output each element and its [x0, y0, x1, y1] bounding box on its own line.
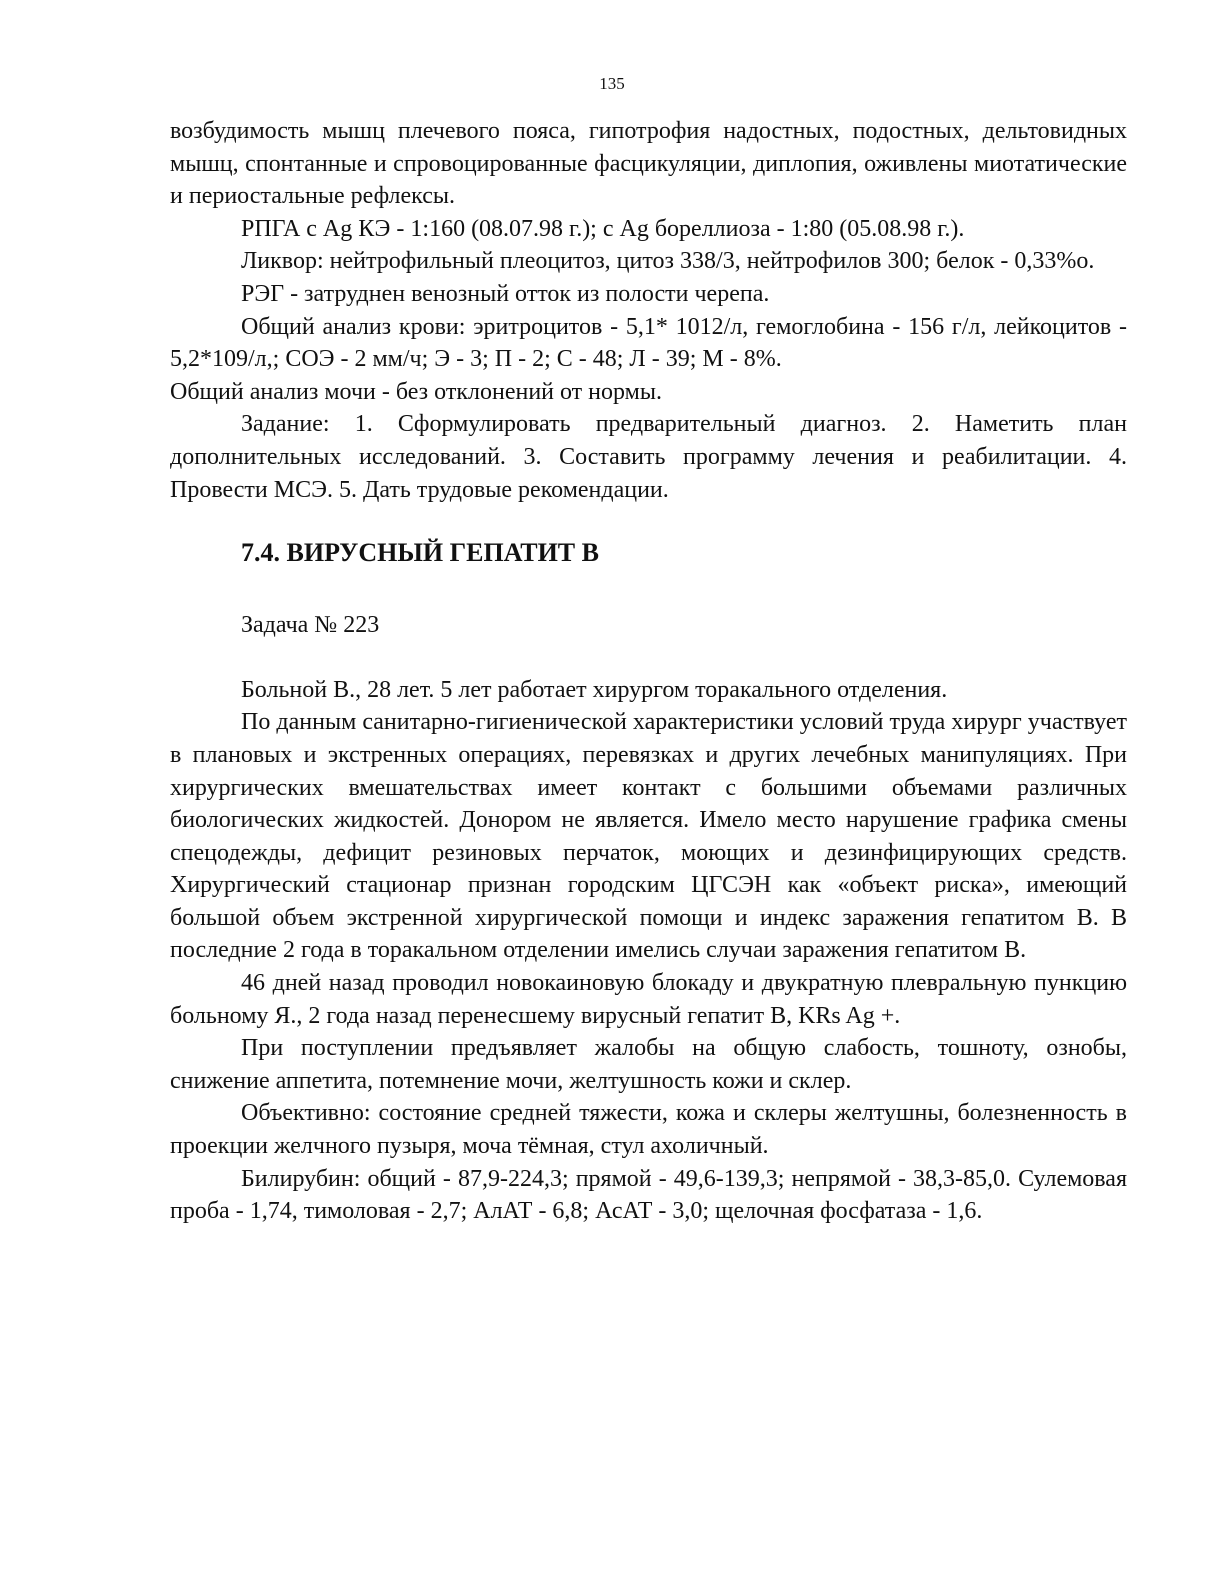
paragraph: Ликвор: нейтрофильный плеоцитоз, цитоз 338/3, нейтрофилов 300; белок - 0,33%о. — [241, 248, 1095, 275]
paragraph: Билирубин: общий - 87,9-224,3; прямой - 49,6-139,3; непрямой - 38,3-85,0. Сулемовая проба - 1,74, тимоловая - 2,7; АлАТ - 6,8; АсАТ - 3,0; щелочная фосфатаза - 1,6. — [170, 1165, 1127, 1225]
paragraph: Общий анализ мочи - без отклонений от нормы. — [170, 378, 662, 405]
paragraph: возбудимость мышц плечевого пояса, гипотрофия надостных, подостных, дельтовидных мышц, спонтанные и спровоцированные фасцикуляции, диплопия, оживлены миотатические и периостальные рефлексы. — [170, 118, 1127, 210]
paragraph: При поступлении предъявляет жалобы на общую слабость, тошноту, ознобы, снижение аппетита, потемнение мочи, желтушность кожи и склер. — [170, 1035, 1127, 1094]
paragraph: РЭГ - затруднен венозный отток из полости черепа. — [241, 280, 770, 307]
paragraph: 46 дней назад проводил новокаиновую блокаду и двукратную плевральную пункцию больному Я., 2 года назад перенесшему вирусный гепатит В, KRs Ag +. — [170, 970, 1127, 1029]
paragraph: Задание: 1. Сформулировать предварительный диагноз. 2. Наметить план дополнительных исследований. 3. Составить программу лечения и реабилитации. 4. Провести МСЭ. 5. Дать трудовые рекомендации. — [170, 411, 1127, 503]
paragraph: Общий анализ крови: эритроцитов - 5,1* 1012/л, гемоглобина - 156 г/л, лейкоцитов - 5,2*109/л,; СОЭ - 2 мм/ч; Э - 3; П - 2; С - 48; Л - 39; М - 8%. — [170, 313, 1127, 373]
paragraph: Больной В., 28 лет. 5 лет работает хирургом торакального отделения. — [241, 676, 948, 703]
paragraph: Объективно: состояние средней тяжести, кожа и склеры желтушны, болезненность в проекции желчного пузыря, моча тёмная, стул ахоличный. — [170, 1100, 1127, 1160]
body-text — [170, 115, 1127, 1228]
paragraph: По данным санитарно-гигиенической характеристики условий труда хирург участвует в плановых и экстренных операциях, перевязках и других лечебных манипуляциях. При хирургических вмешательствах имеет контакт с большими объемами различных биологических жидкостей. Донором не является. Имело место нарушение графика смены спецодежды, дефицит резиновых перчаток, моющих и дезинфицирующих средств. Хирургический стационар признан городским ЦГСЭН как «объект риска», имеющий большой объем экстренной хирургической помощи и индекс заражения гепатитом В. В последние 2 года в торакальном отделении имелись случаи заражения гепатитом В. — [170, 709, 1127, 964]
task-label: Задача № 223 — [241, 612, 380, 639]
paragraph: РПГА с Ag КЭ - 1:160 (08.07.98 г.); с Ag бореллиоза - 1:80 (05.08.98 г.). — [241, 215, 965, 242]
section-heading: 7.4. ВИРУСНЫЙ ГЕПАТИТ В — [241, 538, 599, 568]
page-number: 135 — [599, 74, 625, 93]
top-paragraphs — [170, 115, 1127, 506]
bottom-paragraphs — [170, 674, 1127, 1228]
